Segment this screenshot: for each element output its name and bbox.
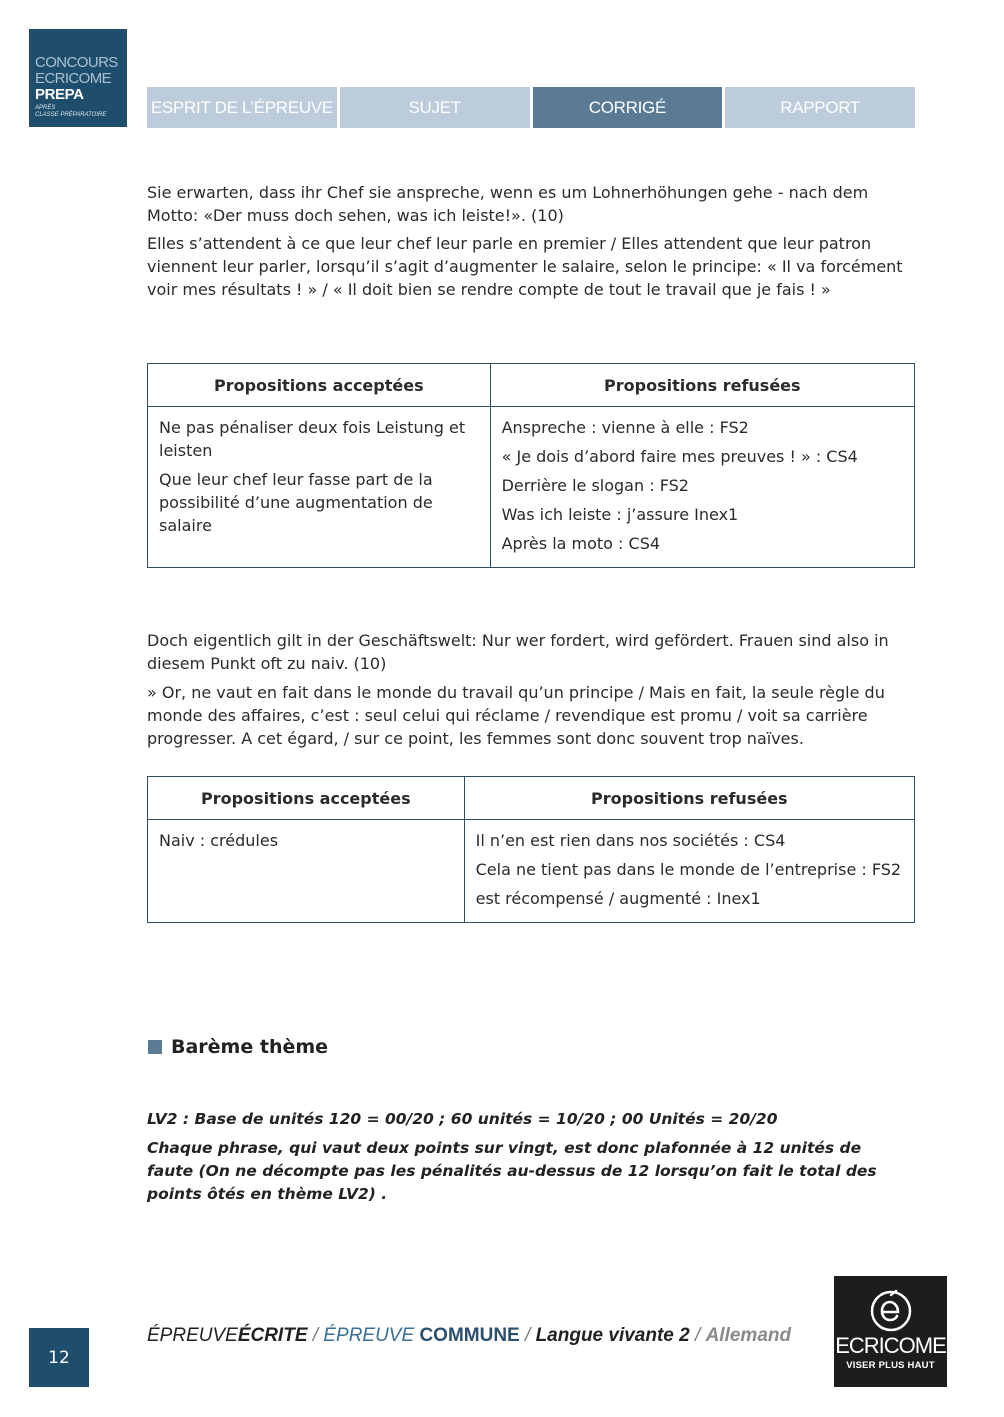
french-translation-2: » Or, ne vaut en fait dans le monde du travail qu’un principe / Mais en fait, la seule règle du monde des affaires, c’est : seul celui qui réclame / revendique est promu / voit sa carrière progresser. A cet égard, / sur ce point, les femmes sont donc souvent trop naïves. — [147, 683, 885, 748]
column-header-refused: Propositions refusées — [464, 777, 914, 820]
footer-epreuve-2: ÉPREUVE — [323, 1325, 415, 1346]
propositions-table-1 — [147, 363, 915, 568]
french-translation-1: Elles s’attendent à ce que leur chef leur parle en premier / Elles attendent que leur patron viennent leur parler, lorsqu’il s’agit d’augmenter le salaire, selon le principe: « Il va forcément voir mes résultats ! » / « Il doit bien se rendre compte de tout le travail que je fais ! » — [147, 234, 903, 299]
refused-item: « Je dois d’abord faire mes preuves ! » : CS4 — [501, 447, 858, 466]
bareme-rule-text: Chaque phrase, qui vaut deux points sur vingt, est donc plafonnée à 12 unités de faute (On ne décompte pas les pénalités au-dessus de 12 lorsqu’on fait le total des points ôtés en thème LV2) . — [147, 1139, 877, 1203]
refused-cell — [490, 407, 914, 568]
logo-line-concours: CONCOURS — [35, 54, 118, 71]
tab-corrige[interactable]: CORRIGÉ — [533, 87, 723, 128]
tab-rapport[interactable]: RAPPORT — [725, 87, 915, 128]
accepted-cell — [148, 820, 465, 923]
refused-cell — [464, 820, 914, 923]
footer-langue: Langue vivante 2 — [535, 1325, 690, 1346]
ecricome-brand-logo — [834, 1276, 947, 1387]
refused-item: Anspreche : vienne à elle : FS2 — [501, 418, 749, 437]
logo-line-ecricome: ECRICOME — [35, 70, 112, 87]
concours-ecricome-prepa-logo — [29, 29, 127, 127]
logo-line-apres: APRÈS — [35, 105, 56, 111]
table-row — [148, 820, 915, 923]
footer-ecrite: ÉCRITE — [237, 1325, 308, 1346]
bareme-base-line: LV2 : Base de unités 120 = 00/20 ; 60 unités = 10/20 ; 00 Unités = 20/20 — [147, 1110, 778, 1128]
section-tabs — [147, 87, 915, 128]
tab-sujet[interactable]: SUJET — [340, 87, 530, 128]
accepted-item: Que leur chef leur fasse part de la possibilité d’une augmentation de salaire — [159, 470, 433, 535]
section-heading-bareme — [148, 1036, 328, 1058]
refused-item: Derrière le slogan : FS2 — [501, 476, 689, 495]
footer-epreuve: ÉPREUVE — [147, 1325, 238, 1346]
refused-item: Cela ne tient pas dans le monde de l’entreprise : FS2 — [475, 860, 902, 879]
accepted-item: Naiv : crédules — [159, 831, 279, 850]
column-header-accepted: Propositions acceptées — [148, 364, 491, 407]
footer-allemand: Allemand — [705, 1325, 792, 1346]
brand-tagline: VISER PLUS HAUT — [846, 1360, 935, 1371]
propositions-table-2 — [147, 776, 915, 923]
logo-line-prepa: PREPA — [35, 86, 84, 103]
section-heading-text: Barème thème — [171, 1036, 329, 1058]
accepted-cell — [148, 407, 491, 568]
footer-exam-title — [147, 1325, 791, 1347]
refused-item: est récompensé / augmenté : Inex1 — [475, 889, 761, 908]
brand-name: ECRICOME — [835, 1333, 946, 1358]
refused-item: Il n’en est rien dans nos sociétés : CS4 — [475, 831, 786, 850]
column-header-accepted: Propositions acceptées — [148, 777, 465, 820]
german-sentence-1: Sie erwarten, dass ihr Chef sie anspreche, wenn es um Lohnerhöhungen gehe - nach dem Motto: «Der muss doch sehen, was ich leiste!». (10) — [147, 183, 869, 225]
footer-separator: / — [525, 1325, 531, 1346]
german-sentence-2: Doch eigentlich gilt in der Geschäftswelt: Nur wer fordert, wird gefördert. Frauen sind also in diesem Punkt oft zu naiv. (10) — [147, 631, 889, 673]
refused-item: Was ich leiste : j’assure Inex1 — [501, 505, 739, 524]
footer-commune: COMMUNE — [419, 1325, 520, 1346]
column-header-refused: Propositions refusées — [490, 364, 914, 407]
logo-line-classe: CLASSE PRÉPARATOIRE — [35, 112, 107, 118]
ecricome-e-icon — [869, 1289, 913, 1333]
page-number: 12 — [29, 1328, 89, 1387]
tab-esprit-epreuve[interactable]: ESPRIT DE L’ÉPREUVE — [147, 87, 337, 128]
footer-separator: / — [695, 1325, 701, 1346]
table-row — [148, 407, 915, 568]
accepted-item: Ne pas pénaliser deux fois Leistung et leisten — [159, 418, 466, 460]
refused-item: Après la moto : CS4 — [501, 534, 661, 553]
footer-separator: / — [312, 1325, 319, 1346]
square-bullet-icon — [148, 1040, 162, 1054]
